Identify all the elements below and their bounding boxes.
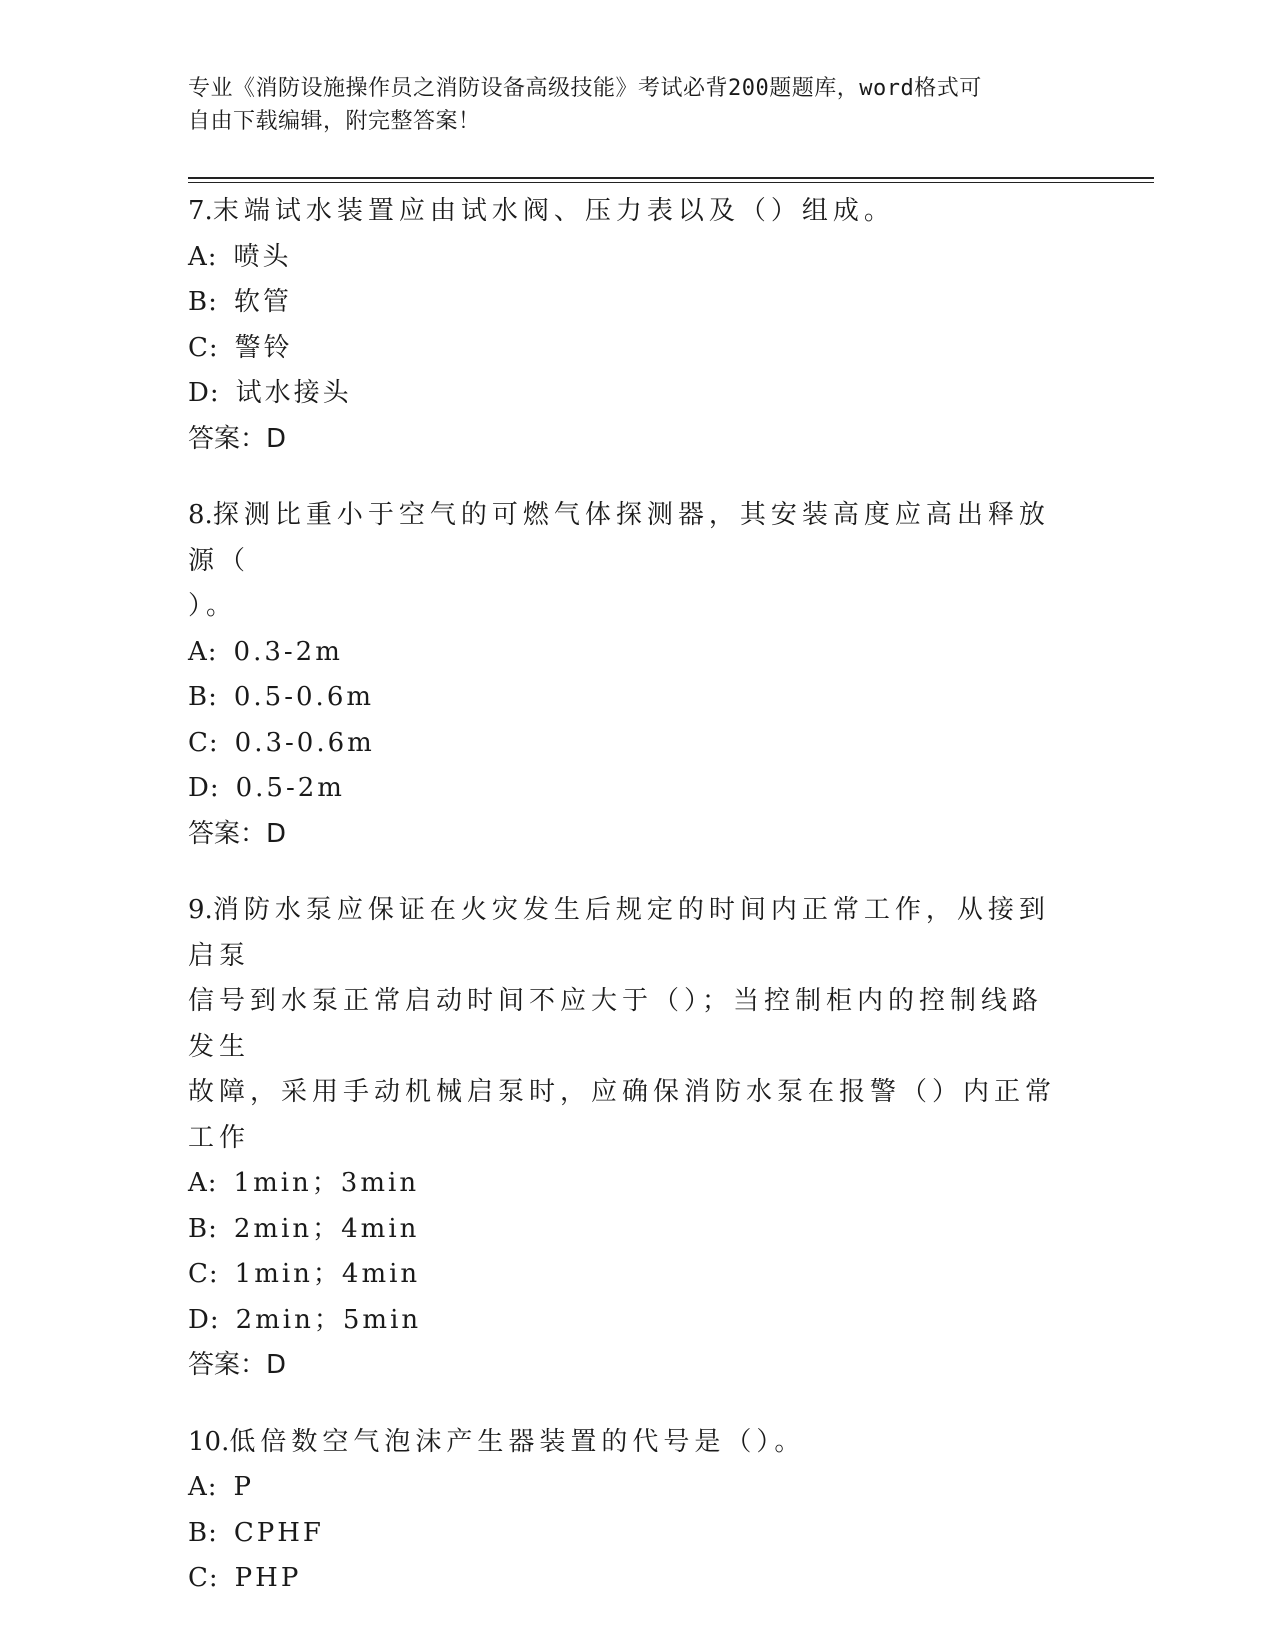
option-text: 1min；4min [234,1259,421,1289]
option-key: B: [188,1517,218,1548]
question-text-line [188,979,1068,1070]
option-text: 0.3-2m [233,636,343,667]
question-list [188,189,1068,1633]
option-a [188,235,1068,281]
option-key: D: [188,773,220,803]
option-key: C: [188,1563,219,1593]
header-line-1: 专业《消防设施操作员之消防设备高级技能》考试必背200题题库，word格式可 [188,76,982,101]
option-b [188,280,1068,326]
header-rule-thick [188,177,1154,179]
option-d [188,766,1068,812]
option-text: CPHF [233,1517,324,1548]
header-rule-thin [188,182,1154,183]
question-text: 信号到水泵正常启动时间不应大于（）；当控制柜内的控制线路发生 [188,986,1044,1062]
option-key: B: [188,287,218,317]
option-a [188,1161,1068,1207]
option-text: 2min；4min [233,1213,420,1244]
question-block [188,189,1068,462]
question-number: 7. [188,196,213,226]
option-d [188,1298,1068,1344]
option-text: 2min；5min [235,1304,422,1335]
option-key: D: [188,1304,220,1335]
question-text-line [188,584,1068,630]
question-number: 8. [188,500,213,530]
header-line-2: 自由下载编辑，附完整答案！ [188,109,481,134]
option-key: A: [188,1168,218,1198]
option-text: 0.5-2m [235,773,345,803]
option-text: 0.3-0.6m [234,727,375,758]
option-text: 警铃 [234,332,293,363]
question-block [188,493,1068,857]
question-text-line [188,189,1068,235]
question-block [188,888,1068,1389]
option-text: PHP [234,1563,302,1593]
option-text: P [233,1472,255,1502]
question-text-line [188,1420,1068,1466]
option-key: A: [188,1472,218,1502]
option-text: 1min；3min [233,1168,420,1198]
question-text-line [188,493,1068,584]
option-text: 喷头 [233,241,292,272]
option-d [188,371,1068,417]
option-key: A: [188,241,218,272]
option-key: B: [188,1213,218,1244]
option-c [188,721,1068,767]
option-key: B: [188,682,218,712]
question-text: ）。 [188,591,238,621]
option-a [188,630,1068,676]
question-text-line [188,888,1068,979]
question-text-line [188,1070,1068,1161]
question-text: 故障，采用手动机械启泵时，应确保消防水泵在报警（）内正常工作 [188,1077,1057,1153]
question-block [188,1420,1068,1602]
option-c [188,1556,1068,1602]
question-number: 9. [188,895,213,925]
question-number: 10. [188,1426,230,1457]
question-text: 末端试水装置应由试水阀、压力表以及（）组成。 [212,196,895,226]
question-text: 低倍数空气泡沫产生器装置的代号是（）。 [229,1426,806,1457]
question-text: 消防水泵应保证在火灾发生后规定的时间内正常工作，从接到启泵 [188,895,1050,971]
option-c [188,326,1068,372]
option-b [188,1207,1068,1253]
option-key: C: [188,727,219,758]
option-text: 软管 [233,287,292,317]
answer-line: 答案：D [188,1350,287,1380]
option-text: 0.5-0.6m [233,682,375,712]
option-text: 试水接头 [235,378,352,408]
option-b [188,1511,1068,1557]
option-c [188,1252,1068,1298]
option-key: D: [188,378,220,408]
option-a [188,1465,1068,1511]
option-key: A: [188,636,218,667]
option-key: C: [188,332,219,363]
option-key: C: [188,1259,219,1289]
answer-line: 答案：D [188,818,287,849]
document-header [188,72,1068,138]
question-text: 探测比重小于空气的可燃气体探测器，其安装高度应高出释放源（ [188,500,1050,576]
option-b [188,675,1068,721]
answer-line: 答案：D [188,423,287,454]
